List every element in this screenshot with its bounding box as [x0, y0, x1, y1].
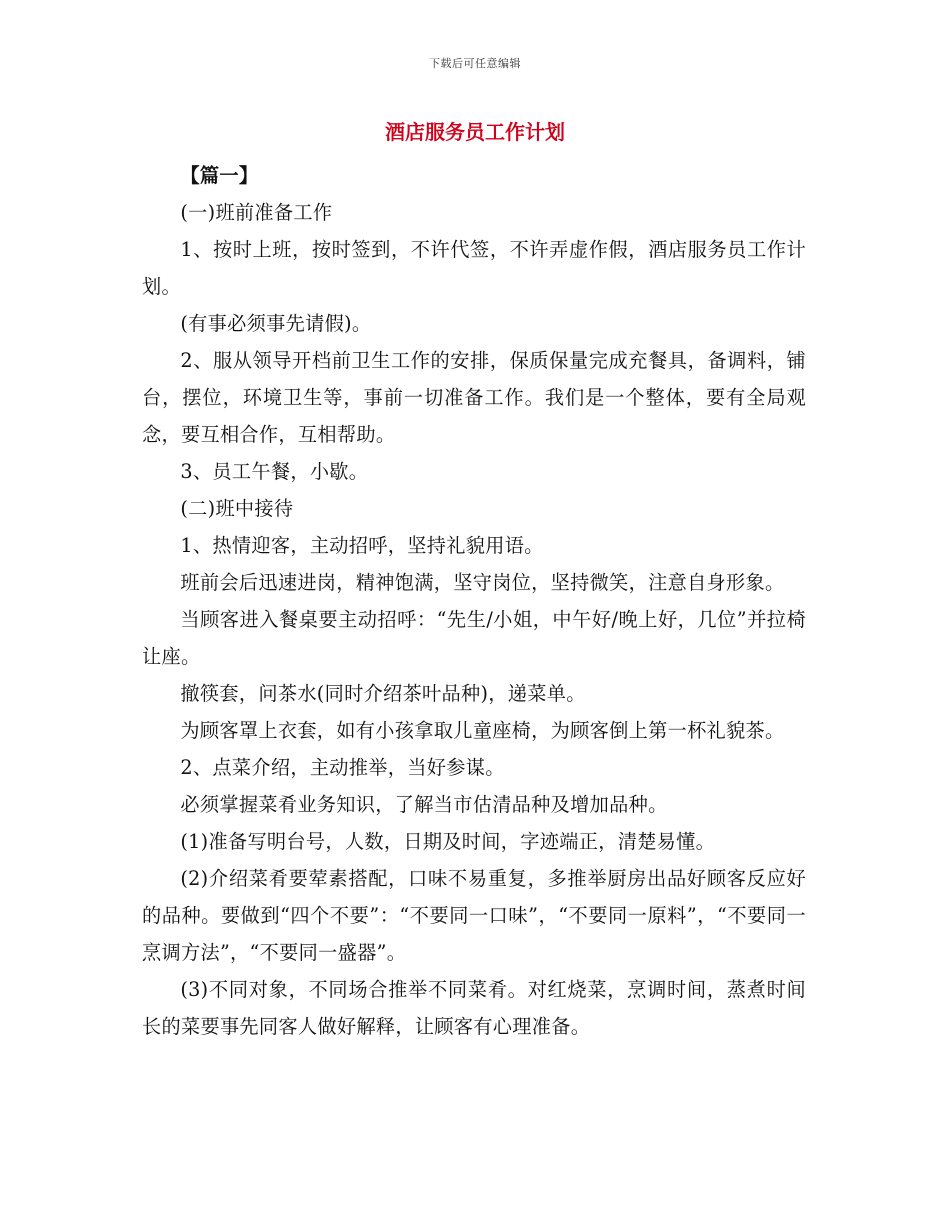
paragraph: 1、热情迎客，主动招呼，坚持礼貌用语。	[180, 534, 544, 557]
paragraph: (2)介绍菜肴要荤素搭配，口味不易重复，多推举厨房出品好顾客反应好的品种。要做到“四个不要”：“不要同一口味”，“不要同一原料”，“不要同一烹调方法”，“不要同一盛器”。	[142, 867, 806, 964]
paragraph: (有事必须事先请假)。	[180, 312, 372, 335]
document-title: 酒店服务员工作计划	[385, 120, 565, 144]
document-body	[142, 157, 806, 1045]
paragraph: 2、服从领导开档前卫生工作的安排，保质保量完成充餐具，备调料，铺台，摆位，环境卫生等，事前一切准备工作。我们是一个整体，要有全局观念，要互相合作，互相帮助。	[142, 349, 806, 446]
paragraph: 班前会后迅速进岗，精神饱满，坚守岗位，坚持微笑，注意自身形象。	[180, 571, 785, 594]
paragraph: 1、按时上班，按时签到，不许代签，不许弄虚作假，酒店服务员工作计划。	[142, 238, 806, 298]
paragraph: 当顾客进入餐桌要主动招呼：“先生/小姐，中午好/晚上好，几位”并拉椅让座。	[142, 608, 806, 668]
paragraph: 3、员工午餐，小歇。	[180, 460, 369, 483]
paragraph: (3)不同对象，不同场合推举不同菜肴。对红烧菜，烹调时间，蒸煮时间长的菜要事先同客人做好解释，让顾客有心理准备。	[142, 978, 806, 1038]
paragraph: (1)准备写明台号，人数，日期及时间，字迹端正，清楚易懂。	[180, 830, 716, 853]
paragraph: 2、点菜介绍，主动推举，当好参谋。	[180, 756, 505, 779]
section-heading-part-one: 【篇一】	[180, 164, 259, 187]
paragraph: 撤筷套，问茶水(同时介绍茶叶品种)，递菜单。	[180, 682, 586, 705]
page-header-caption: 下载后可任意编辑	[429, 57, 521, 70]
subsection-heading: (一)班前准备工作	[180, 201, 333, 224]
subsection-heading: (二)班中接待	[180, 497, 294, 520]
paragraph: 必须掌握菜肴业务知识，了解当市估清品种及增加品种。	[180, 793, 668, 816]
paragraph: 为顾客罩上衣套，如有小孩拿取儿童座椅，为顾客倒上第一杯礼貌茶。	[180, 719, 785, 742]
